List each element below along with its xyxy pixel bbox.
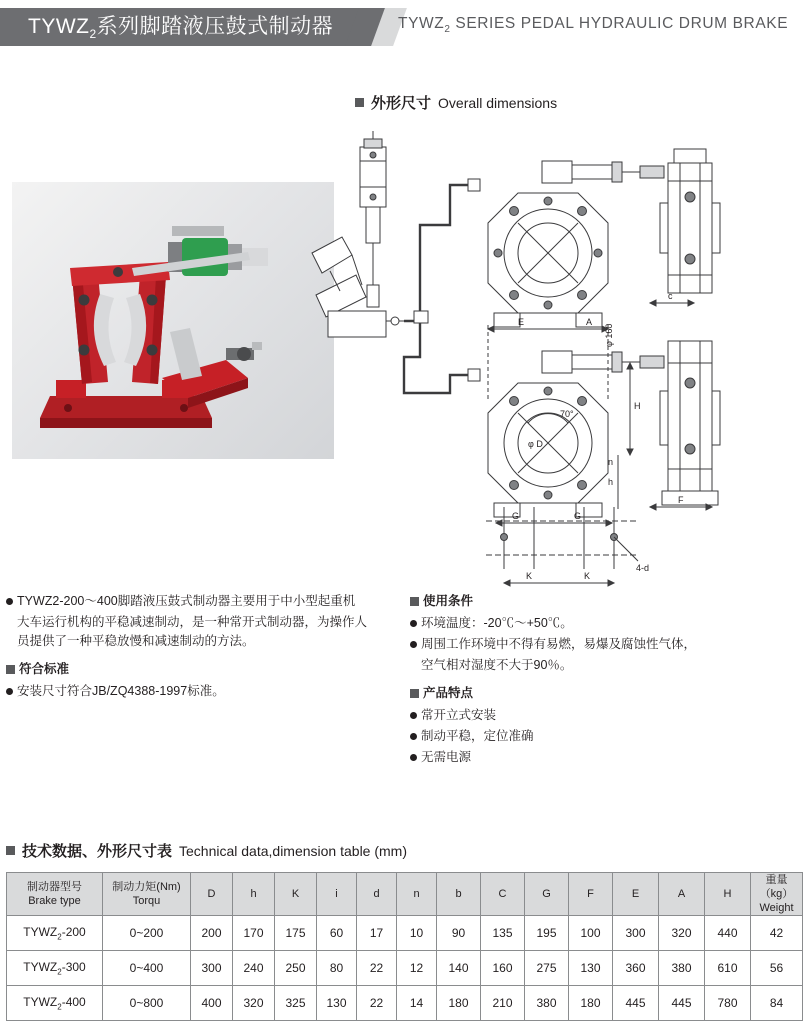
cell-A: 380 <box>659 951 705 986</box>
th-brake-type-en: Brake type <box>28 895 81 907</box>
cell-C: 135 <box>481 916 525 951</box>
left-text-column <box>6 592 378 703</box>
cell-b: 140 <box>437 951 481 986</box>
table-row <box>7 951 803 986</box>
technical-data-title-cn: 技术数据、外形尺寸表 <box>22 843 173 860</box>
th-H: H <box>705 873 751 916</box>
feature-item-3: 无需电源 <box>410 748 790 767</box>
dim-label-G1: G <box>512 511 520 521</box>
standards-item: 安装尺寸符合JB/ZQ4388-1997标准。 <box>6 682 378 701</box>
dim-label-K1: K <box>526 571 533 581</box>
cell-i: 130 <box>317 986 357 1021</box>
cell-n: 10 <box>397 916 437 951</box>
cell-type-pre: TYWZ <box>23 924 58 939</box>
standards-heading: 符合标准 <box>6 660 378 679</box>
cell-weight: 56 <box>751 951 803 986</box>
intro-line-2: 大车运行机构的平稳减速制动，是一种常开式制动器，为操作人 <box>17 615 368 629</box>
cell-D: 200 <box>191 916 233 951</box>
technical-data-table <box>6 872 803 1021</box>
overall-dimensions-title <box>355 92 557 113</box>
table-row <box>7 916 803 951</box>
cell-b: 90 <box>437 916 481 951</box>
header-title-en-post: SERIES PEDAL HYDRAULIC DRUM BRAKE <box>450 15 789 32</box>
cell-H: 610 <box>705 951 751 986</box>
th-b: b <box>437 873 481 916</box>
th-brake-type-cn: 制动器型号 <box>27 881 82 893</box>
cell-A: 445 <box>659 986 705 1021</box>
th-D: D <box>191 873 233 916</box>
dim-label-F: F <box>678 495 684 505</box>
th-i: i <box>317 873 357 916</box>
dim-label-c: c <box>668 291 673 301</box>
cell-type <box>7 986 103 1021</box>
th-n: n <box>397 873 437 916</box>
dim-label-A: A <box>586 317 593 327</box>
technical-drawing-svg <box>300 125 800 581</box>
cell-type-pre: TYWZ <box>23 959 58 974</box>
angle-label: 70° <box>560 409 574 419</box>
overall-dimensions-title-cn: 外形尺寸 <box>371 95 432 112</box>
dim-label-phi160: φ 160 <box>604 323 614 347</box>
header-title-cn <box>28 11 333 50</box>
cell-D: 300 <box>191 951 233 986</box>
technical-data-title <box>6 840 407 861</box>
cell-type-sub: 2 <box>57 1002 62 1012</box>
table-header-row <box>7 873 803 916</box>
feature-item-1: 常开立式安装 <box>410 706 790 725</box>
cell-F: 180 <box>569 986 613 1021</box>
cell-b: 180 <box>437 986 481 1021</box>
technical-drawing <box>300 125 800 581</box>
th-torque-en: Torqu <box>132 895 161 907</box>
square-bullet-icon <box>355 98 364 107</box>
dim-label-H: H <box>634 401 641 411</box>
th-weight-cn: 重量（kg） <box>759 874 794 900</box>
th-K: K <box>275 873 317 916</box>
header-title-en-sub: 2 <box>444 24 451 36</box>
th-torque-cn: 制动力矩(Nm) <box>112 881 181 893</box>
feature-item-2: 制动平稳，定位准确 <box>410 727 790 746</box>
cell-h: 240 <box>233 951 275 986</box>
cell-type-pre: TYWZ <box>23 994 58 1009</box>
th-h: h <box>233 873 275 916</box>
dim-label-n: n <box>608 457 614 467</box>
dim-label-E: E <box>518 317 525 327</box>
diameter-label: φ D <box>528 439 543 449</box>
product-photo <box>12 182 334 459</box>
cell-n: 12 <box>397 951 437 986</box>
technical-data-title-en: Technical data,dimension table (mm) <box>179 843 408 859</box>
cell-weight: 42 <box>751 916 803 951</box>
cell-F: 130 <box>569 951 613 986</box>
header-title-cn-post: 系列脚踏液压鼓式制动器 <box>96 15 334 38</box>
cell-H: 780 <box>705 986 751 1021</box>
cell-H: 440 <box>705 916 751 951</box>
cell-d: 17 <box>357 916 397 951</box>
intro-block <box>6 592 378 651</box>
header-title-en <box>398 15 788 35</box>
overall-dimensions-title-en: Overall dimensions <box>438 95 558 111</box>
cell-type-post: -200 <box>61 924 86 939</box>
th-weight <box>751 873 803 916</box>
dim-label-G2: G <box>574 511 582 521</box>
cell-h: 320 <box>233 986 275 1021</box>
th-torque <box>103 873 191 916</box>
th-G: G <box>525 873 569 916</box>
cell-n: 14 <box>397 986 437 1021</box>
th-brake-type <box>7 873 103 916</box>
cell-K: 175 <box>275 916 317 951</box>
cell-type-post: -300 <box>61 959 86 974</box>
cell-E: 360 <box>613 951 659 986</box>
th-d: d <box>357 873 397 916</box>
cell-h: 170 <box>233 916 275 951</box>
cell-i: 80 <box>317 951 357 986</box>
cell-torque: 0~200 <box>103 916 191 951</box>
header-title-cn-pre: TYWZ <box>28 15 90 38</box>
cell-type <box>7 916 103 951</box>
cell-type-post: -400 <box>61 994 86 1009</box>
technical-data-table-wrap <box>6 872 794 1021</box>
cell-d: 22 <box>357 986 397 1021</box>
features-heading: 产品特点 <box>410 684 790 703</box>
cell-A: 320 <box>659 916 705 951</box>
cell-torque: 0~400 <box>103 951 191 986</box>
table-row <box>7 986 803 1021</box>
cell-K: 250 <box>275 951 317 986</box>
th-weight-en: Weight <box>759 902 794 914</box>
cell-F: 100 <box>569 916 613 951</box>
cell-C: 210 <box>481 986 525 1021</box>
intro-line-3: 员提供了一种平稳放慢和减速制动的方法。 <box>17 634 255 648</box>
dim-label-h: h <box>608 477 614 487</box>
right-text-column <box>410 592 790 769</box>
cell-G: 380 <box>525 986 569 1021</box>
conditions-heading: 使用条件 <box>410 592 790 611</box>
cell-D: 400 <box>191 986 233 1021</box>
th-A: A <box>659 873 705 916</box>
cell-type-sub: 2 <box>57 967 62 977</box>
header-title-en-pre: TYWZ <box>398 15 445 32</box>
cell-weight: 84 <box>751 986 803 1021</box>
cell-type-sub: 2 <box>57 932 62 942</box>
cell-C: 160 <box>481 951 525 986</box>
th-F: F <box>569 873 613 916</box>
square-bullet-icon <box>6 846 15 855</box>
intro-line-1: TYWZ2-200～400脚踏液压鼓式制动器主要用于中小型起重机 <box>6 592 378 611</box>
header-title-cn-sub: 2 <box>89 27 97 42</box>
cell-E: 300 <box>613 916 659 951</box>
cell-torque: 0~800 <box>103 986 191 1021</box>
cell-d: 22 <box>357 951 397 986</box>
cell-E: 445 <box>613 986 659 1021</box>
cell-K: 325 <box>275 986 317 1021</box>
th-E: E <box>613 873 659 916</box>
page-header <box>0 0 800 52</box>
cell-type <box>7 951 103 986</box>
cell-i: 60 <box>317 916 357 951</box>
th-C: C <box>481 873 525 916</box>
dim-label-K2: K <box>584 571 591 581</box>
condition-item-1: 环境温度：-20℃～+50℃。 <box>410 614 790 633</box>
condition-item-2-cont: 空气相对湿度不大于90％。 <box>421 658 573 672</box>
dim-label-4d: 4-d <box>636 563 650 573</box>
cell-G: 275 <box>525 951 569 986</box>
product-photo-illustration <box>12 182 334 459</box>
cell-G: 195 <box>525 916 569 951</box>
condition-item-2: 周围工作环境中不得有易燃，易爆及腐蚀性气体， <box>410 635 790 654</box>
